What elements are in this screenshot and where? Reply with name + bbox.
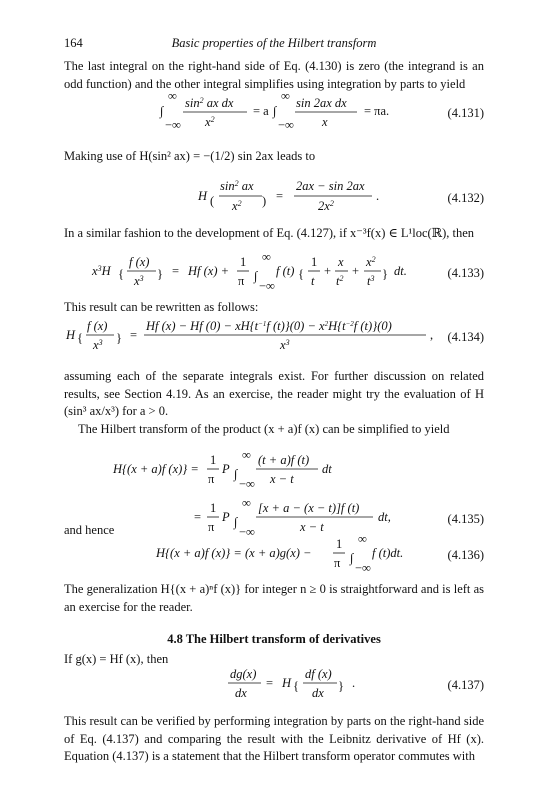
svg-text:∫: ∫: [234, 467, 238, 481]
svg-text:{: {: [118, 267, 124, 281]
svg-text:t3: $t^3$: [367, 273, 375, 288]
svg-text:{: {: [77, 331, 83, 345]
svg-text:dt.: dt.: [394, 264, 407, 278]
equation-4-131: [159, 89, 389, 132]
svg-text:f (x): f (x): [87, 319, 108, 333]
svg-text:H{(x + a)f (x)} =: H{(x + a)f (x)} =: [113, 462, 199, 476]
svg-text:.: .: [376, 189, 380, 203]
svg-text:1: 1: [240, 255, 247, 269]
svg-text:x3: $x^3$: [93, 337, 103, 352]
equation-4-137: [228, 667, 355, 700]
svg-text:{: {: [293, 679, 299, 693]
svg-text:x2: $x^2$: [366, 254, 376, 269]
svg-text:x3H: $x^3H$: [92, 263, 111, 278]
svg-text:(: (: [210, 194, 215, 208]
svg-text:−∞: −∞: [239, 525, 255, 539]
svg-text:dx: dx: [312, 686, 324, 700]
equation-4-134: [65, 319, 433, 352]
svg-text:−∞: −∞: [259, 279, 275, 293]
equation-number: (4.136): [447, 548, 484, 562]
svg-text:dt: dt: [322, 462, 332, 476]
equation-4-132: [197, 179, 379, 214]
svg-text:H: H: [198, 189, 208, 203]
svg-text:∞: ∞: [358, 532, 367, 546]
svg-text:+: +: [324, 264, 332, 278]
svg-text:−∞: −∞: [165, 118, 181, 132]
svg-text:= πa.: = πa.: [364, 104, 390, 118]
svg-text:1: 1: [311, 255, 318, 269]
svg-text:∫: ∫: [160, 104, 164, 118]
svg-text:∫: ∫: [254, 269, 258, 283]
svg-text:= a: = a: [253, 104, 269, 118]
svg-text:=: =: [276, 189, 284, 203]
svg-text:t2: $t^2$: [336, 273, 344, 288]
page-number: 164: [64, 36, 83, 50]
svg-text:sin2 ax dx: $\sin^2$ ax dx: [185, 95, 234, 110]
svg-text:+: +: [352, 264, 360, 278]
svg-text:−∞: −∞: [278, 118, 294, 132]
equation-number: (4.131): [447, 106, 484, 120]
svg-text:π: π: [334, 556, 341, 570]
equation-number: (4.137): [447, 678, 484, 692]
paragraph-7: and hence: [64, 523, 115, 537]
equation-4-133: [91, 250, 407, 293]
paragraph-9: If g(x) = Hf (x), then: [64, 652, 169, 666]
svg-text:}: }: [116, 331, 122, 345]
svg-text:x2: $x^2$: [232, 198, 242, 213]
svg-text:1: 1: [210, 501, 217, 515]
svg-text:x − t: x − t: [270, 472, 294, 486]
svg-text:−∞: −∞: [239, 477, 255, 491]
equation-number: (4.134): [447, 330, 484, 344]
paragraph-2: Making use of H(sin² ax) = −(1/2) sin 2ax leads to: [64, 149, 316, 163]
svg-text:f (t)dt.: f (t)dt.: [372, 546, 404, 560]
svg-text:−∞: −∞: [355, 561, 371, 575]
svg-text:1: 1: [210, 453, 217, 467]
svg-text:df (x): df (x): [305, 667, 332, 681]
equation-number: (4.132): [447, 191, 484, 205]
svg-text:{: {: [298, 267, 304, 281]
svg-text:H: H: [282, 676, 292, 690]
svg-text:f (x): f (x): [129, 255, 150, 269]
paragraph-6: The Hilbert transform of the product (x + a)f (x) can be simplified to yield: [78, 422, 450, 436]
equation-number: (4.135): [447, 512, 484, 526]
svg-text:sin2 ax: $\sin^2$ ax: [220, 178, 254, 193]
svg-text:x2: $x^2$: [205, 114, 215, 129]
svg-text:π: π: [208, 472, 215, 486]
svg-text:[x + a − (x − t)]f (t): [x + a − (x − t)]f (t): [258, 501, 360, 515]
svg-text:=: =: [266, 676, 274, 690]
paragraph-10: This result can be verified by performing integration by parts on the right-hand side of Eq. (4.137) and comparing the result with the Leibnitz derivative of Hf (x). Equation (4.137) is a statement that the Hilbert transform operator commutes with: [64, 714, 484, 763]
svg-text:∫: ∫: [273, 104, 277, 118]
equation-number: (4.133): [447, 266, 484, 280]
section-heading: 4.8 The Hilbert transform of derivatives: [167, 632, 381, 646]
svg-text:H: H: [66, 328, 76, 342]
svg-text:=: =: [172, 264, 180, 278]
svg-text:∫: ∫: [234, 515, 238, 529]
svg-text:Hf (x) − Hf (0) − xH{t−1f (t)}: Hf (x) − Hf $(0) - xH\{t^{-1}f$ $(t)\}(0) - x^2H\{t^{-2}f$ (t)}(0): [146, 319, 392, 333]
svg-text:Hf (x) +: Hf (x) +: [188, 264, 230, 278]
svg-text:π: π: [208, 520, 215, 534]
svg-text:(t + a)f (t): (t + a)f (t): [258, 453, 310, 467]
svg-text:}: }: [338, 679, 344, 693]
svg-text:2ax − sin 2ax: 2ax − sin 2ax: [296, 179, 365, 193]
paragraph-3: In a similar fashion to the development of Eq. (4.127), if x⁻³f(x) ∈ L¹loc(ℝ), then: [64, 226, 475, 240]
svg-text:π: π: [238, 274, 245, 288]
svg-text:,: ,: [430, 328, 434, 342]
paragraph-5: assuming each of the separate integrals exist. For further discussion on related results, see Section 4.19. As an exercise, the reader might try the evaluation of H (sin³ ax/x³) for a > 0.: [64, 369, 484, 418]
paragraph-8: The generalization H{(x + a)ⁿf (x)} for integer n ≥ 0 is straightforward and is left as an exercise for the reader.: [64, 582, 484, 614]
svg-text:}: }: [382, 267, 388, 281]
svg-text:=: =: [194, 510, 202, 524]
svg-text:=: =: [130, 328, 138, 342]
svg-text:∞: ∞: [168, 89, 177, 103]
paragraph-4: This result can be rewritten as follows:: [64, 300, 259, 314]
svg-text:dx: dx: [235, 686, 247, 700]
svg-text:x3: $x^3$: [134, 273, 144, 288]
running-title: Basic properties of the Hilbert transform: [171, 36, 377, 50]
svg-text:∞: ∞: [242, 496, 251, 510]
svg-text:∞: ∞: [242, 448, 251, 462]
svg-text:dt,: dt,: [378, 510, 391, 524]
svg-text:x3: $x^3$: [280, 337, 290, 352]
svg-text:dg(x): dg(x): [230, 667, 257, 681]
svg-text:}: }: [157, 267, 163, 281]
svg-text:x − t: x − t: [300, 520, 324, 534]
svg-text:∞: ∞: [262, 250, 271, 264]
svg-text:x: x: [338, 255, 344, 269]
svg-text:H{(x + a)f (x)} = (x + a)g(x): H{(x + a)f (x)} = (x + a)g(x) −: [156, 546, 312, 560]
svg-text:t: t: [311, 274, 315, 288]
paragraph-1: The last integral on the right-hand side of Eq. (4.130) is zero (the integrand is an odd function) and the other integral simplifies using integration by parts to yield: [64, 59, 484, 91]
svg-text:P: P: [222, 462, 230, 476]
svg-text:sin 2ax dx: sin 2ax dx: [296, 96, 347, 110]
svg-text:P: P: [222, 510, 230, 524]
svg-text:∫: ∫: [350, 551, 354, 565]
svg-text:): ): [262, 194, 267, 208]
svg-text:x: x: [322, 115, 328, 129]
svg-text:2x2: $2x^2$: [318, 198, 334, 213]
svg-text:1: 1: [336, 537, 343, 551]
svg-text:f (t): f (t): [276, 264, 295, 278]
svg-text:∞: ∞: [281, 89, 290, 103]
svg-text:.: .: [352, 676, 356, 690]
